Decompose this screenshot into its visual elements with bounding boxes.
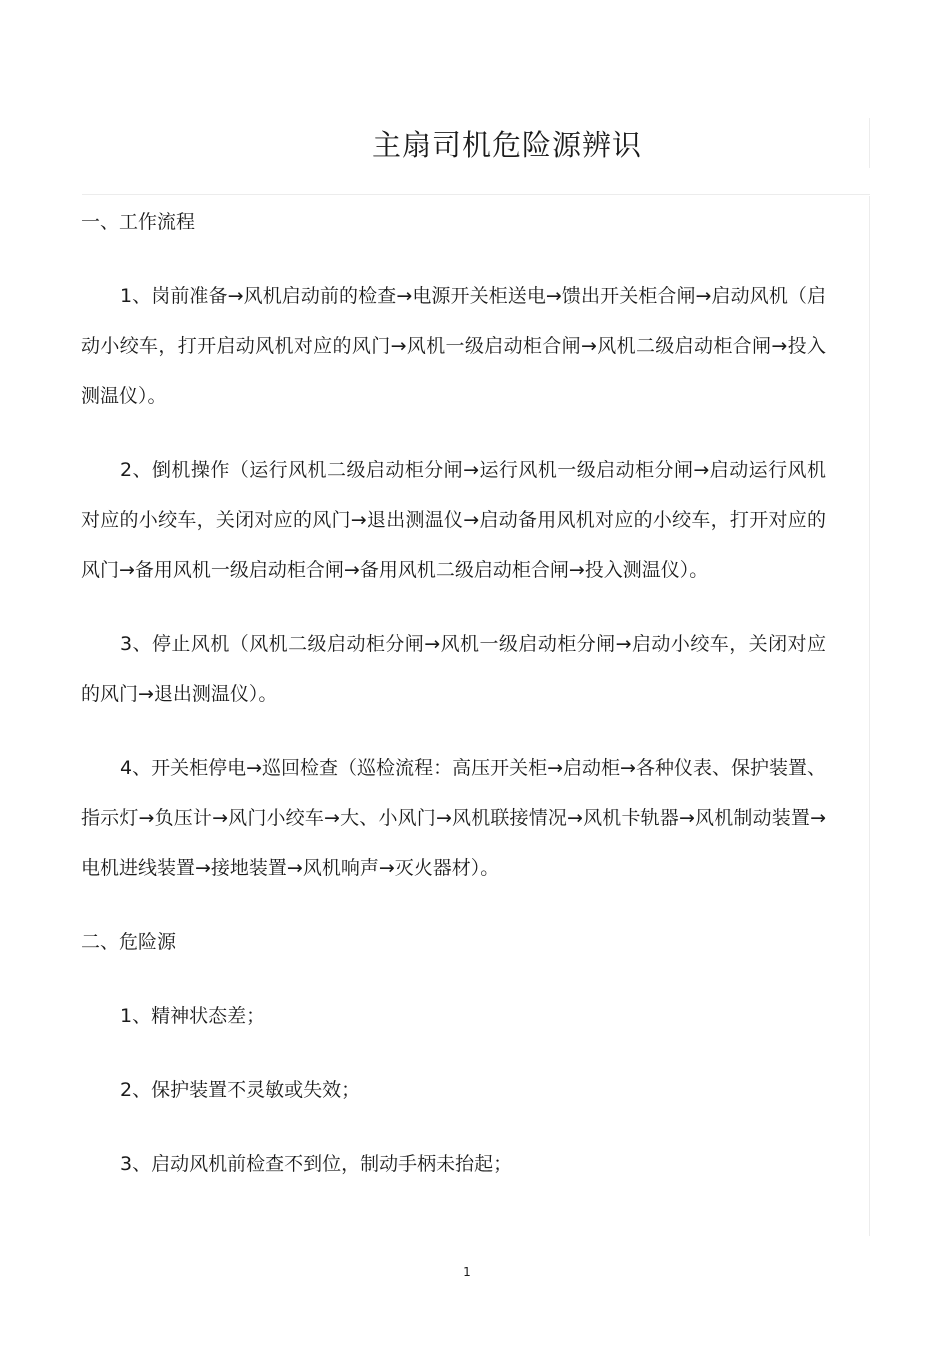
hazard-item-2: 2、保护装置不灵敏或失效； xyxy=(120,1079,361,1101)
section-heading-workflow: 一、工作流程 xyxy=(81,211,196,233)
workflow-item-1: 1、岗前准备→风机启动前的检查→电源开关柜送电→馈出开关柜合闸→启动风机（启动小绞车，打开启动风机对应的风门→风机一级启动柜合闸→风机二级启动柜合闸→投入测温仪）。 xyxy=(81,285,826,407)
page-number: 1 xyxy=(463,1265,471,1279)
hazard-item-3: 3、启动风机前检查不到位，制动手柄未抬起； xyxy=(120,1153,513,1175)
workflow-item-2: 2、倒机操作（运行风机二级启动柜分闸→运行风机一级启动柜分闸→启动运行风机对应的小绞车，关闭对应的风门→退出测温仪→启动备用风机对应的小绞车，打开对应的风门→备用风机一级启动柜合闸→备用风机二级启动柜合闸→投入测温仪）。 xyxy=(81,459,826,581)
hazard-item-1: 1、精神状态差； xyxy=(120,1005,266,1027)
document-title: 主扇司机危险源辨识 xyxy=(371,128,642,162)
document-body xyxy=(81,197,826,1189)
header-border-bottom xyxy=(82,194,870,195)
workflow-item-3: 3、停止风机（风机二级启动柜分闸→风机一级启动柜分闸→启动小绞车，关闭对应的风门→退出测温仪）。 xyxy=(81,633,826,705)
section-heading-hazards: 二、危险源 xyxy=(81,931,177,953)
workflow-item-4: 4、开关柜停电→巡回检查（巡检流程：高压开关柜→启动柜→各种仪表、保护装置、指示灯→负压计→风门小绞车→大、小风门→风机联接情况→风机卡轨器→风机制动装置→电机进线装置→接地装置→风机响声→灭火器材）。 xyxy=(81,757,826,879)
body-border-right xyxy=(869,196,870,1236)
header-border-right xyxy=(869,118,870,168)
